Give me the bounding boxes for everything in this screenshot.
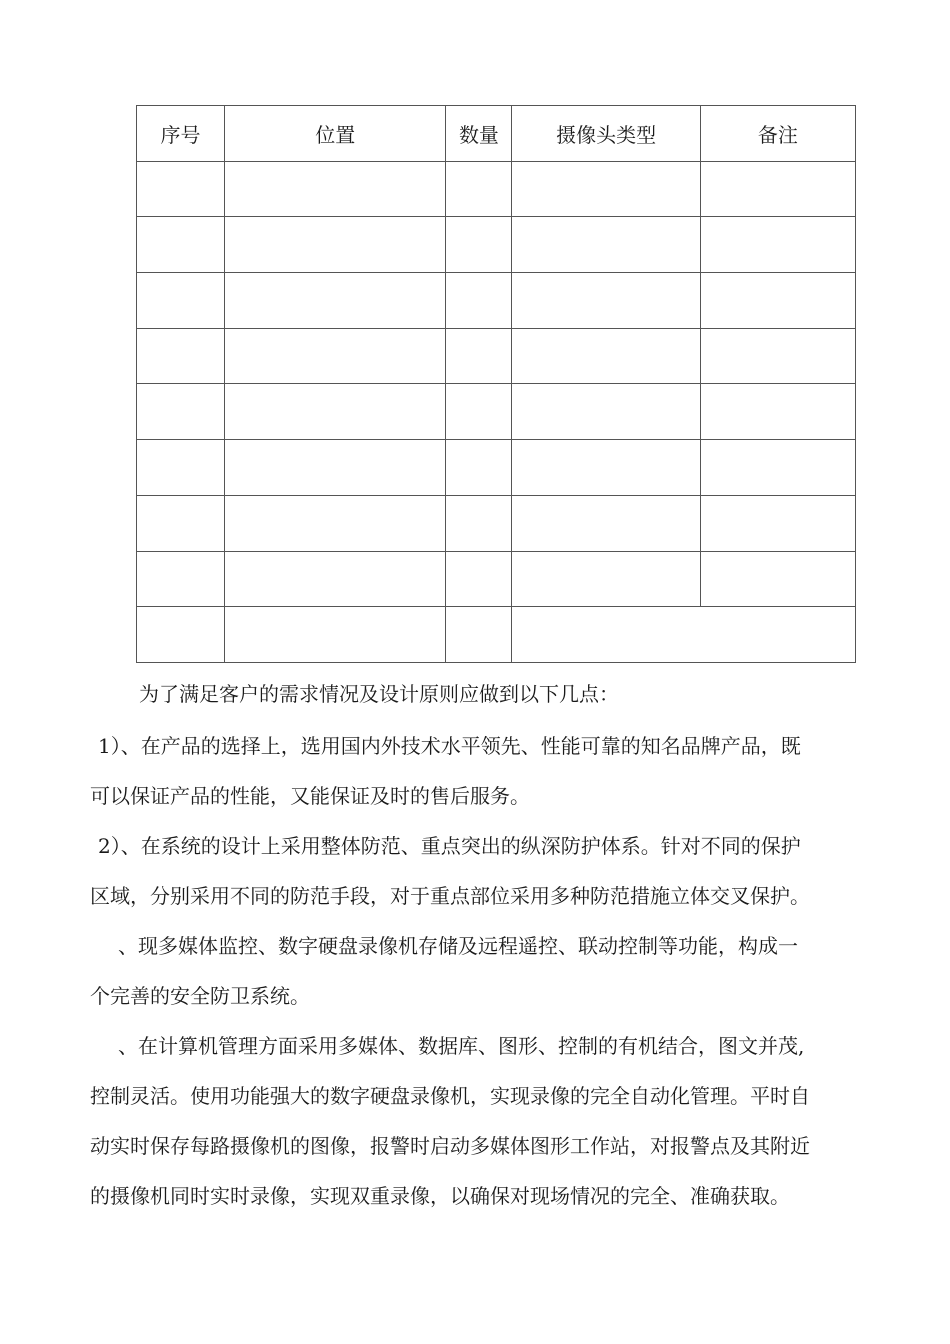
table-row [137, 607, 856, 663]
paragraph-2-line-2: 区域，分别采用不同的防范手段，对于重点部位采用多种防范措施立体交叉保护。 [90, 884, 810, 908]
table-cell [137, 384, 225, 440]
table-row [137, 495, 856, 551]
intro-paragraph: 为了满足客户的需求情况及设计原则应做到以下几点： [139, 682, 619, 706]
paragraph-3-line-1: 、现多媒体监控、数字硬盘录像机存储及远程遥控、联动控制等功能，构成一 [118, 934, 798, 958]
table-cell [137, 607, 225, 663]
table-cell [700, 217, 855, 273]
table-cell [446, 607, 512, 663]
table-cell [446, 273, 512, 329]
table-row [137, 440, 856, 496]
table-cell [137, 328, 225, 384]
table-cell [225, 161, 446, 217]
table-row [137, 328, 856, 384]
table-cell [446, 551, 512, 607]
table-cell [512, 217, 700, 273]
table-cell [137, 161, 225, 217]
header-quantity: 数量 [446, 106, 512, 162]
header-location: 位置 [225, 106, 446, 162]
table-cell [700, 551, 855, 607]
paragraph-4-line-4: 的摄像机同时实时录像，实现双重录像，以确保对现场情况的完全、准确获取。 [90, 1184, 790, 1208]
table-cell [137, 551, 225, 607]
table-row [137, 161, 856, 217]
table-cell [700, 328, 855, 384]
table-cell [446, 384, 512, 440]
table-cell [225, 440, 446, 496]
table-cell [700, 161, 855, 217]
table-cell [137, 440, 225, 496]
table-cell [700, 273, 855, 329]
paragraph-4-line-1: 、在计算机管理方面采用多媒体、数据库、图形、控制的有机结合，图文并茂, [118, 1034, 805, 1058]
table-cell [512, 161, 700, 217]
table-cell [446, 440, 512, 496]
table-cell [512, 328, 700, 384]
table-cell [700, 495, 855, 551]
table-cell [137, 495, 225, 551]
table-cell [512, 384, 700, 440]
table-row [137, 217, 856, 273]
paragraph-1-line-2: 可以保证产品的性能，又能保证及时的售后服务。 [90, 784, 530, 808]
table-cell [225, 551, 446, 607]
table-cell [225, 495, 446, 551]
table-cell [512, 440, 700, 496]
camera-table [136, 105, 856, 663]
paragraph-4-line-2: 控制灵活。使用功能强大的数字硬盘录像机，实现录像的完全自动化管理。平时自 [90, 1084, 810, 1108]
table-cell [700, 384, 855, 440]
table-cell [225, 217, 446, 273]
table-header-row [137, 106, 856, 162]
table-cell [446, 495, 512, 551]
paragraph-3-line-2: 个完善的安全防卫系统。 [90, 984, 310, 1008]
table-cell [137, 217, 225, 273]
body-text [90, 680, 900, 1220]
table-row [137, 551, 856, 607]
table-cell [225, 328, 446, 384]
table-row [137, 273, 856, 329]
table-cell [512, 273, 700, 329]
header-remarks: 备注 [700, 106, 855, 162]
paragraph-2-line-1: 2）、在系统的设计上采用整体防范、重点突出的纵深防护体系。针对不同的保护 [98, 834, 801, 858]
table-cell [446, 161, 512, 217]
paragraph-4-line-3: 动实时保存每路摄像机的图像，报警时启动多媒体图形工作站，对报警点及其附近 [90, 1134, 810, 1158]
header-camera-type: 摄像头类型 [512, 106, 700, 162]
table-cell [225, 273, 446, 329]
table-cell [225, 384, 446, 440]
table-row [137, 384, 856, 440]
table-cell [225, 607, 446, 663]
table-cell [512, 551, 700, 607]
table-cell [512, 495, 700, 551]
table-cell [446, 328, 512, 384]
table-cell [446, 217, 512, 273]
table-cell [700, 440, 855, 496]
header-serial: 序号 [137, 106, 225, 162]
paragraph-1-line-1: 1）、在产品的选择上，选用国内外技术水平领先、性能可靠的知名品牌产品，既 [98, 734, 801, 758]
table-cell [137, 273, 225, 329]
table-cell-merged [512, 607, 856, 663]
